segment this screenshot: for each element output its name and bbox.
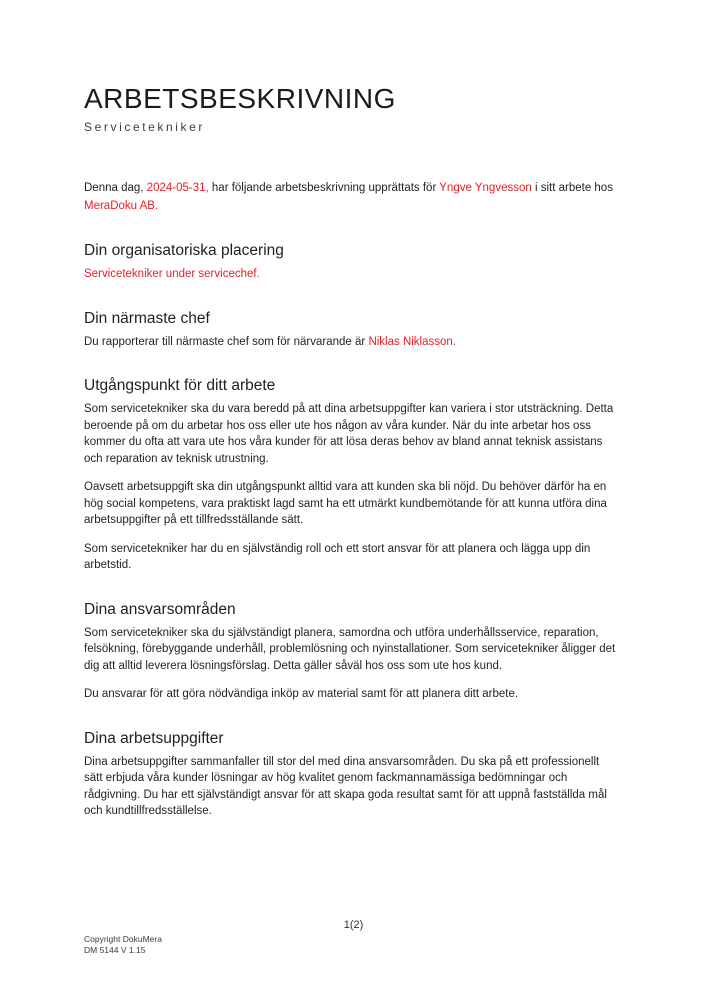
placement-field: Servicetekniker under servicechef. <box>84 268 260 280</box>
intro-text: i sitt arbete hos <box>531 182 613 194</box>
body-text: Oavsett arbetsuppgift ska din utgångspunkt alltid vara att kunden ska bli nöjd. Du behöver därför ha en hög social kompetens, vara praktiskt lagd samt ha ett utmärkt kundbemötande för att kunna utföra dina arbetsuppgifter på ett tillfredsställande sätt. <box>84 481 607 526</box>
section-starting-point <box>84 376 620 574</box>
section-heading: Din organisatoriska placering <box>84 242 284 259</box>
copyright-line: Copyright DokuMera <box>84 934 162 944</box>
body-text: Du ansvarar för att göra nödvändiga inköp av material samt för att planera ditt arbete. <box>84 688 519 700</box>
date-field: 2024-05-31, <box>146 182 209 194</box>
section-heading: Dina ansvarsområden <box>84 600 236 618</box>
page-number: 1(2) <box>343 919 364 931</box>
body-paragraph <box>84 754 620 820</box>
section-heading: Din närmaste chef <box>84 309 210 327</box>
intro-text: Denna dag, <box>84 182 147 194</box>
section-heading: Dina arbetsuppgifter <box>84 729 224 747</box>
body-paragraph <box>84 266 620 283</box>
document-subtitle: Servicetekniker <box>84 120 206 134</box>
copyright-block <box>84 934 162 956</box>
section-closest-manager <box>84 309 620 351</box>
section-heading: Utgångspunkt för ditt arbete <box>84 377 276 394</box>
body-paragraph <box>84 479 620 529</box>
company-name-field: MeraDoku AB. <box>84 200 159 212</box>
employee-name-field: Yngve Yngvesson <box>439 182 532 194</box>
intro-text: har följande arbetsbeskrivning upprättats för <box>208 182 440 194</box>
body-paragraph <box>84 401 620 467</box>
intro-paragraph <box>84 179 620 215</box>
body-paragraph <box>84 541 620 574</box>
document-version: DM 5144 V 1.15 <box>84 945 146 955</box>
body-text: Som servicetekniker har du en självständig roll och ett stort ansvar för att planera och lägga upp din arbetstid. <box>84 542 591 571</box>
body-paragraph <box>84 686 620 703</box>
body-text: Du rapporterar till närmaste chef som för närvarande är <box>84 335 369 348</box>
section-organisational-placement <box>84 241 620 283</box>
body-paragraph <box>84 334 620 351</box>
document-title: ARBETSBESKRIVNING <box>84 83 396 114</box>
body-text: Dina arbetsuppgifter sammanfaller till stor del med dina ansvarsområden. Du ska på ett professionellt sätt erbjuda våra kunder lösningar av hög kvalitet genom fackmannamässiga bedömningar och rådgivning. Du har ett självständigt ansvar för att skapa goda resultat samt för att uppnå fastställda mål och kundtillfredsställelse. <box>84 755 607 817</box>
section-work-tasks <box>84 729 620 820</box>
section-responsibility-areas <box>84 600 620 703</box>
body-paragraph <box>84 625 620 675</box>
body-text: Som servicetekniker ska du vara beredd på att dina arbetsuppgifter kan variera i stor utsträckning. Detta beroende på om du arbetar hos oss eller ute hos någon av våra kunder. När du inte arbetar hos oss kommer du ofta att vara ute hos våra kunder för att lösa deras behov av bland annat teknisk assistans och reparation av teknisk utrustning. <box>84 403 614 465</box>
body-text: Som servicetekniker ska du självständigt planera, samordna och utföra underhållsservice, reparation, felsökning, förebyggande underhåll, problemlösning och nyinstallationer. Som servicetekniker åligger det dig att alltid leverera lösningsförslag. Detta gäller såväl hos oss som ute hos kund. <box>84 626 616 672</box>
manager-name-field: Niklas Niklasson. <box>368 335 456 348</box>
